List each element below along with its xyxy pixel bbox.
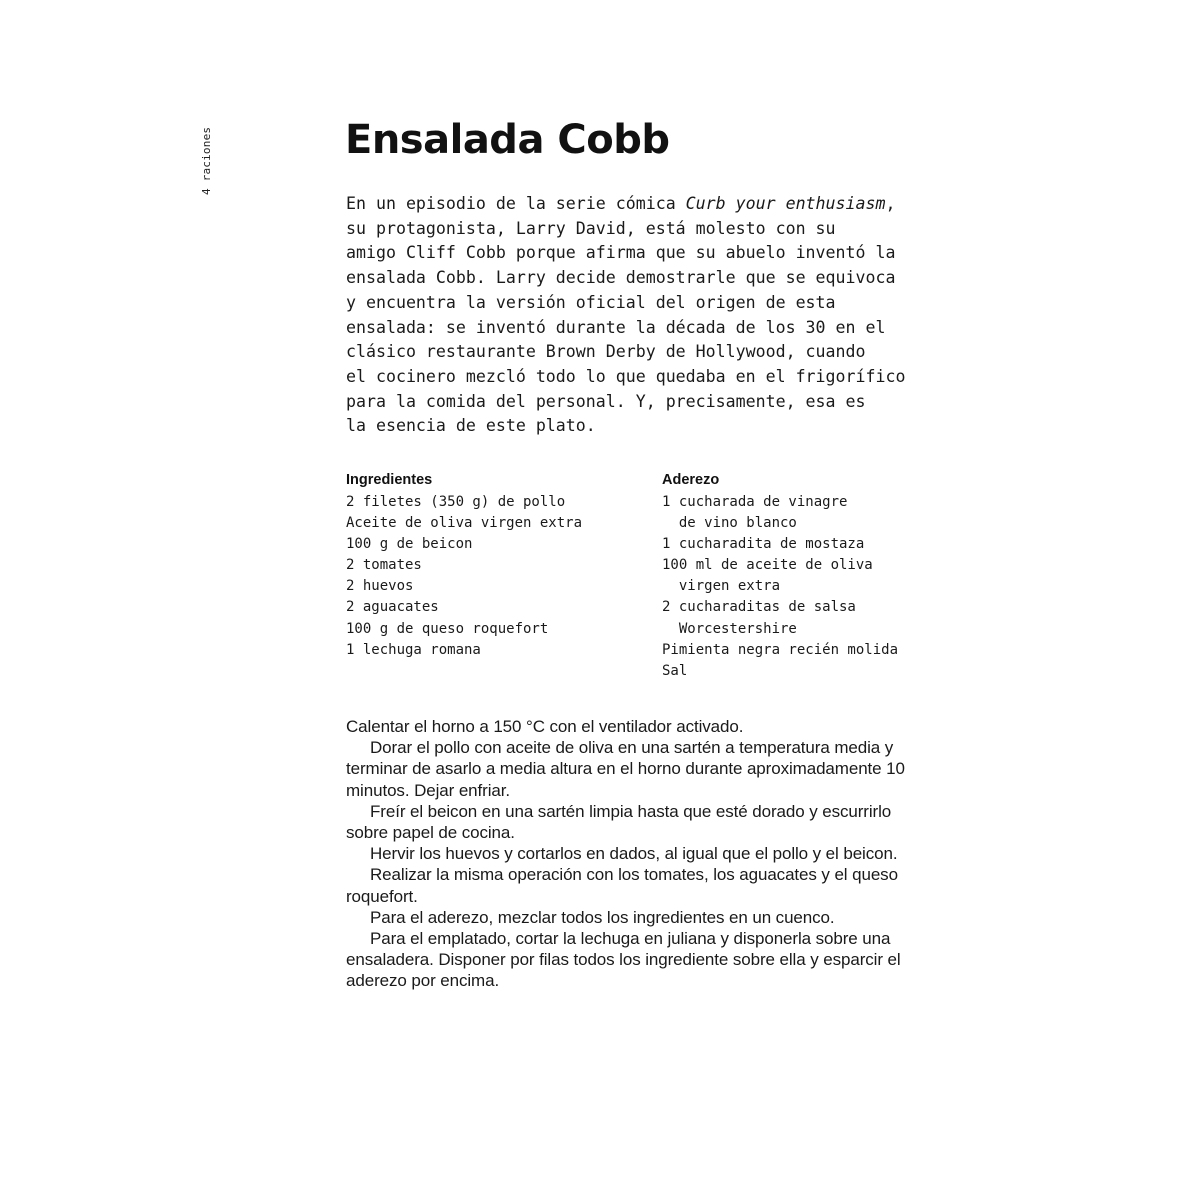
- dressing-item: 1 cucharadita de mostaza: [662, 536, 865, 553]
- dressing-item: Sal: [662, 662, 688, 679]
- preparation-step: Para el aderezo, mezclar todos los ingredientes en un cuenco.: [370, 907, 835, 927]
- ingredient-item: 1 lechuga romana: [346, 641, 481, 658]
- preparation-step: Para el emplatado, cortar la lechuga en juliana y disponerla sobre una ensaladera. Disponer por filas todos los ingrediente sobre ella y esparcir el aderezo por encima.: [346, 929, 901, 991]
- servings-label: [198, 122, 218, 202]
- dressing-item: 2 cucharaditas de salsa Worcestershire: [662, 599, 856, 637]
- preparation-steps: [346, 716, 906, 992]
- preparation-step: Freír el beicon en una sartén limpia hasta que esté dorado y escurrirlo sobre papel de cocina.: [346, 801, 892, 843]
- recipe-title: Ensalada Cobb: [345, 117, 670, 163]
- ingredients-heading: Ingredientes: [346, 472, 433, 488]
- intro-text-start: En un episodio de la serie cómica: [346, 194, 686, 213]
- preparation-step: Dorar el pollo con aceite de oliva en una sartén a temperatura media y terminar de asarlo a media altura en el horno durante aproximadamente 10 minutos. Dejar enfriar.: [346, 738, 905, 800]
- dressing-item: 1 cucharada de vinagre de vino blanco: [662, 494, 848, 532]
- preparation-step: Hervir los huevos y cortarlos en dados, al igual que el pollo y el beicon.: [370, 844, 898, 864]
- dressing-item: 100 ml de aceite de oliva virgen extra: [662, 557, 873, 595]
- recipe-intro: [346, 192, 946, 439]
- ingredient-item: 2 tomates: [346, 557, 422, 574]
- ingredient-item: 2 aguacates: [346, 599, 439, 616]
- ingredients-section: [346, 471, 646, 661]
- dressing-list: [662, 492, 952, 682]
- ingredients-list: [346, 492, 646, 661]
- preparation-step: Realizar la misma operación con los tomates, los aguacates y el queso roquefort.: [346, 865, 898, 906]
- dressing-section: [662, 471, 952, 682]
- show-title: Curb your enthusiasm: [685, 194, 886, 213]
- dressing-heading: Aderezo: [662, 472, 720, 488]
- preparation-step: Calentar el horno a 150 °C con el ventilador activado.: [346, 717, 744, 736]
- dressing-item: Pimienta negra recién molida: [662, 641, 899, 658]
- ingredient-item: 2 filetes (350 g) de pollo: [346, 494, 566, 510]
- intro-text-rest: , su protagonista, Larry David, está molesto con su amigo Cliff Cobb porque afirma que su abuelo inventó la ensalada Cobb. Larry decide demostrarle que se equivoca y encuentra la versión oficial del origen de esta ensalada: se inventó durante la década de los 30 en el clásico restaurante Brown Derby de Hollywood, cuando el cocinero mezcló todo lo que quedaba en el frigorífico para la comida del personal. Y, precisamente, esa es la esencia de este plato.: [346, 194, 906, 436]
- ingredient-item: Aceite de oliva virgen extra: [346, 515, 583, 532]
- ingredient-item: 100 g de queso roquefort: [346, 620, 549, 637]
- ingredient-item: 2 huevos: [346, 578, 414, 595]
- servings-text: 4 raciones: [200, 126, 213, 195]
- ingredient-item: 100 g de beicon: [346, 536, 473, 553]
